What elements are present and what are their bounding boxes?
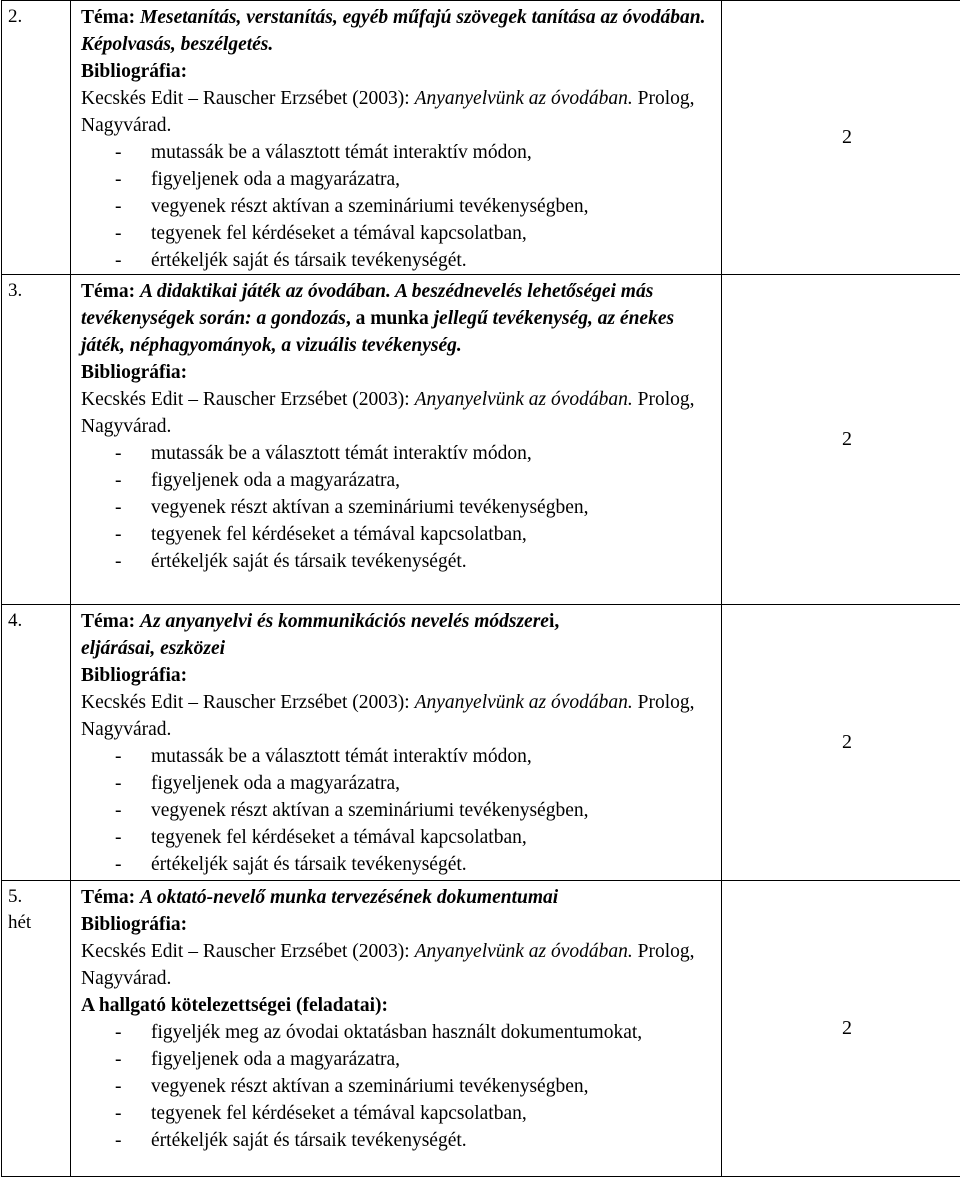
- list-item: - tegyenek fel kérdéseket a témával kapcsolatban,: [109, 521, 721, 548]
- topic-title: Mesetanítás, verstanítás, egyéb műfajú szövegek tanítása az óvodában. Képolvasás, beszélgetés.: [81, 7, 706, 55]
- list-item: - vegyenek részt aktívan a szemináriumi tevékenységben,: [109, 797, 721, 824]
- topic: [81, 608, 721, 662]
- row-content: [71, 605, 722, 881]
- duties-label: A hallgató kötelezettségei (feladatai):: [81, 995, 389, 1016]
- hours-cell: 2: [722, 275, 960, 605]
- bibliography-authors: Kecskés Edit – Rauscher Erzsébet (2003):: [81, 941, 415, 962]
- topic-title-cont: eljárásai, eszközei: [81, 638, 226, 659]
- bibliography-entry: [81, 85, 721, 139]
- list-item: - figyeljenek oda a magyarázatra,: [109, 467, 721, 494]
- table-row: [2, 1, 960, 275]
- list-item: - vegyenek részt aktívan a szemináriumi tevékenységben,: [109, 494, 721, 521]
- bibliography-publisher: Prolog, Nagyvárad.: [81, 389, 695, 437]
- topic: [81, 884, 721, 911]
- bibliography-label: Bibliográfia:: [81, 914, 188, 935]
- row-number-text: 2.: [8, 6, 23, 27]
- table-row: [2, 275, 960, 605]
- bibliography-title: Anyanyelvünk az: [414, 389, 547, 410]
- bibliography-label: Bibliográfia:: [81, 362, 188, 383]
- bibliography-entry: [81, 689, 721, 743]
- list-item: - mutassák be a választott témát interaktív módon,: [109, 743, 721, 770]
- list-item: - vegyenek részt aktívan a szemináriumi tevékenységben,: [109, 1073, 721, 1100]
- table-row: [2, 881, 960, 1177]
- list-item: - vegyenek részt aktívan a szemináriumi tevékenységben,: [109, 193, 721, 220]
- row-content: [71, 881, 722, 1177]
- syllabus-table: [1, 0, 960, 1177]
- topic-label: Téma:: [81, 7, 136, 28]
- list-item: - figyeljék meg az óvodai oktatásban használt dokumentumokat,: [109, 1019, 721, 1046]
- list-item: - tegyenek fel kérdéseket a témával kapcsolatban,: [109, 1100, 721, 1127]
- bibliography-publisher: Prolog, Nagyvárad.: [81, 88, 695, 136]
- bibliography-title-cont: óvodában.: [551, 389, 633, 410]
- topic-title-cont: jellegű tevékenység, az énekes játék, néphagyományok, a vizuális tevékenység.: [81, 308, 675, 356]
- bibliography-title-cont: óvodában.: [551, 941, 633, 962]
- topic-title: A oktató-nevelő munka tervezésének dokumentumai: [140, 887, 559, 908]
- bibliography-publisher: Prolog, Nagyvárad.: [81, 692, 695, 740]
- bibliography-label: Bibliográfia:: [81, 665, 188, 686]
- topic: [81, 278, 721, 359]
- bibliography-title: Anyanyelvünk az: [414, 88, 547, 109]
- bibliography-entry: [81, 938, 721, 992]
- topic-label: Téma:: [81, 281, 136, 302]
- bibliography-title-cont: óvodában.: [551, 692, 633, 713]
- topic-title: Az anyanyelvi és kommunikációs nevelés módszere: [140, 611, 549, 632]
- bibliography-title-cont: óvodában.: [551, 88, 633, 109]
- bibliography-authors: Kecskés Edit – Rauscher Erzsébet (2003):: [81, 389, 415, 410]
- row-number: [2, 605, 71, 881]
- topic-title-plain: , a munka: [345, 308, 434, 329]
- row-number: [2, 881, 71, 1177]
- list-item: - értékeljék saját és társaik tevékenységét.: [109, 548, 721, 575]
- bibliography-authors: Kecskés Edit – Rauscher Erzsébet (2003):: [81, 692, 415, 713]
- list-item: - tegyenek fel kérdéseket a témával kapcsolatban,: [109, 220, 721, 247]
- row-number: [2, 1, 71, 275]
- row-number-text: 3.: [8, 280, 23, 301]
- hours-cell: 2: [722, 881, 960, 1177]
- hours-cell: 2: [722, 1, 960, 275]
- list-item: - tegyenek fel kérdéseket a témával kapcsolatban,: [109, 824, 721, 851]
- bibliography-publisher: Prolog, Nagyvárad.: [81, 941, 695, 989]
- topic-label: Téma:: [81, 611, 136, 632]
- list-item: - figyeljenek oda a magyarázatra,: [109, 166, 721, 193]
- hours-cell: 2: [722, 605, 960, 881]
- row-content: [71, 1, 722, 275]
- bibliography-title: Anyanyelvünk az: [414, 941, 547, 962]
- bibliography-authors: Kecskés Edit – Rauscher Erzsébet (2003):: [81, 88, 415, 109]
- list-item: - értékeljék saját és társaik tevékenységét.: [109, 247, 721, 274]
- list-item: - értékeljék saját és társaik tevékenységét.: [109, 851, 721, 878]
- list-item: - figyeljenek oda a magyarázatra,: [109, 1046, 721, 1073]
- list-item: - mutassák be a választott témát interaktív módon,: [109, 139, 721, 166]
- topic-title: A didaktikai játék az óvodában. A beszédnevelés lehetőségei más tevékenységek során: a gondozás: [81, 281, 654, 329]
- row-number-text: 4.: [8, 610, 23, 631]
- week-label: hét: [8, 912, 32, 933]
- task-list: [81, 440, 721, 575]
- topic-label: Téma:: [81, 887, 136, 908]
- task-list: [81, 139, 721, 274]
- bibliography-title: Anyanyelvünk az: [414, 692, 547, 713]
- list-item: - értékeljék saját és társaik tevékenységét.: [109, 1127, 721, 1154]
- task-list: [81, 1019, 721, 1154]
- row-content: [71, 275, 722, 605]
- list-item: - mutassák be a választott témát interaktív módon,: [109, 440, 721, 467]
- list-item: - figyeljenek oda a magyarázatra,: [109, 770, 721, 797]
- row-number: [2, 275, 71, 605]
- row-number-text: 5.: [8, 886, 23, 907]
- bibliography-entry: [81, 386, 721, 440]
- topic-title-plain: i,: [548, 611, 560, 632]
- table-row: [2, 605, 960, 881]
- bibliography-label: Bibliográfia:: [81, 61, 188, 82]
- task-list: [81, 743, 721, 878]
- topic: [81, 4, 721, 58]
